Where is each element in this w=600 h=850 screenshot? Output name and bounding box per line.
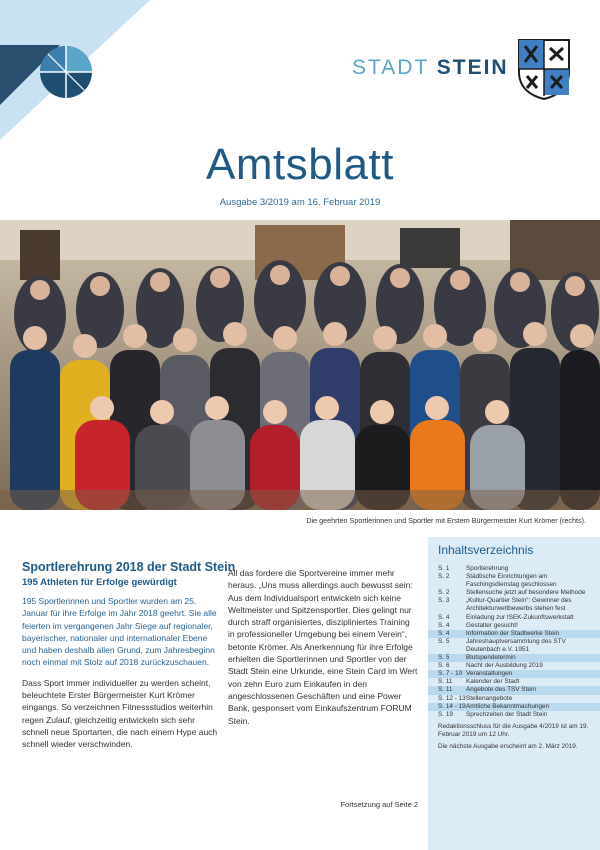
toc-item: S. 14 - 19 Amtliche Bekanntmachungen [428, 703, 600, 711]
article-column-2 [228, 567, 418, 735]
toc-item: S. 5 Blutspendetermin [428, 654, 600, 662]
continued-note: Fortsetzung auf Seite 2 [340, 800, 418, 809]
corner-logo [0, 0, 150, 140]
toc-item: S. 19 Sprechzeiten der Stadt Stein [438, 710, 548, 718]
page-title: Amtsblatt [206, 140, 394, 189]
toc-item: S. 3 „Kultur-Quartier Stein“: Gewinner des Architekturwettbewerbs stehen fest [438, 597, 572, 613]
article-paragraph: Dass Sport immer individueller zu werden scheint, beleuchtete Erster Bürgermeister Kurt Krömer eingangs. So verzeichnen Fitnessstudios weiterhin regen Zulauf, gleichzeitig entwickeln sich sehr schnell neue Sportarten, die nach einem Hype auch schnell wieder verschwinden. [22, 677, 218, 750]
article-paragraph: 195 Sportlerinnen und Sportler wurden am 25. Januar für ihre Erfolge im Jahr 2018 geehrt. Sie alle feierten im vergangenen Jahr Siege auf regionaler, bayerischer, nationaler und internationaler Ebene und haben deshalb allen Grund, zum Jahresbeginn noch einmal mit Stolz auf 2018 zurückzuschauen. [22, 596, 217, 668]
toc-item: S. 7 - 10 Veranstaltungen [428, 670, 600, 678]
toc-item: S. 2 Stellensuche jetzt auf besondere Methode [438, 589, 586, 597]
article-title: Sportlerehrung 2018 der Stadt Stein [22, 560, 236, 574]
photo-caption: Die geehrten Sportlerinnen und Sportler mit Erstem Bürgermeister Kurt Krömer (rechts). [306, 516, 586, 525]
toc-item: S. 11 Angebote des TSV Stein [428, 686, 600, 694]
table-of-contents [428, 537, 600, 850]
toc-item: S. 1 Sportlerehrung [438, 565, 509, 572]
toc-item: S. 12 - 13 Stellenangebote [438, 694, 513, 702]
toc-item: S. 6 Nacht der Ausbildung 2019 [438, 662, 543, 670]
brand-bold: STEIN [436, 56, 509, 79]
brand-light: STADT [352, 56, 429, 79]
toc-item: S. 2 Städtische Einrichtungen am Faschingsdienstag geschlossen [438, 573, 557, 589]
group-photo [0, 220, 600, 510]
toc-item: S. 11 Kalender der Stadt [438, 678, 520, 686]
toc-item: S. 4 Gestalter gesucht! [438, 621, 518, 629]
toc-item: S. 4 Einladung zur ISEK-Zukunftswerkstatt [438, 613, 574, 621]
toc-title: Inhaltsverzeichnis [438, 543, 534, 557]
city-brand [352, 56, 509, 80]
toc-item: S. 4 Information der Stadtwerke Stein [428, 630, 600, 638]
coat-of-arms-icon [517, 38, 571, 100]
editorial-deadline: Redaktionsschluss für die Ausgabe 4/2019 ist am 19. Februar 2019 um 12 Uhr. [438, 722, 589, 738]
article-subtitle: 195 Athleten für Erfolge gewürdigt [22, 577, 177, 588]
issue-line: Ausgabe 3/2019 am 16. Februar 2019 [219, 197, 381, 208]
toc-item: S. 5 Jahreshauptversammlung des STV Deutenbach e.V. 1951 [438, 637, 566, 653]
article-column-1 [22, 595, 218, 759]
article-paragraph: All das fordere die Sportvereine immer mehr heraus. „Uns muss allerdings auch bewusst sein: Aus dem Individualsport entwickeln sich keine Weltmeister und Spitzensportler. Dies gelingt nur durch straff organisiertes, diszipliniertes Training in professioneller Umgebung bei einem Verein“, betonte Krömer. Als Anerkennung für ihre Erfolge erhielten die Sportlerinnen und Sportler von der Stadt Stein eine Urkunde, eine Stein Card im Wert von zehn Euro zum Einkaufen in den angeschlossenen Geschäften und eine Power Bank, gesponsert vom Einkaufszentrum FORUM Stein. [228, 568, 418, 726]
next-issue-note: Die nächste Ausgabe erscheint am 2. März 2019. [438, 743, 578, 751]
